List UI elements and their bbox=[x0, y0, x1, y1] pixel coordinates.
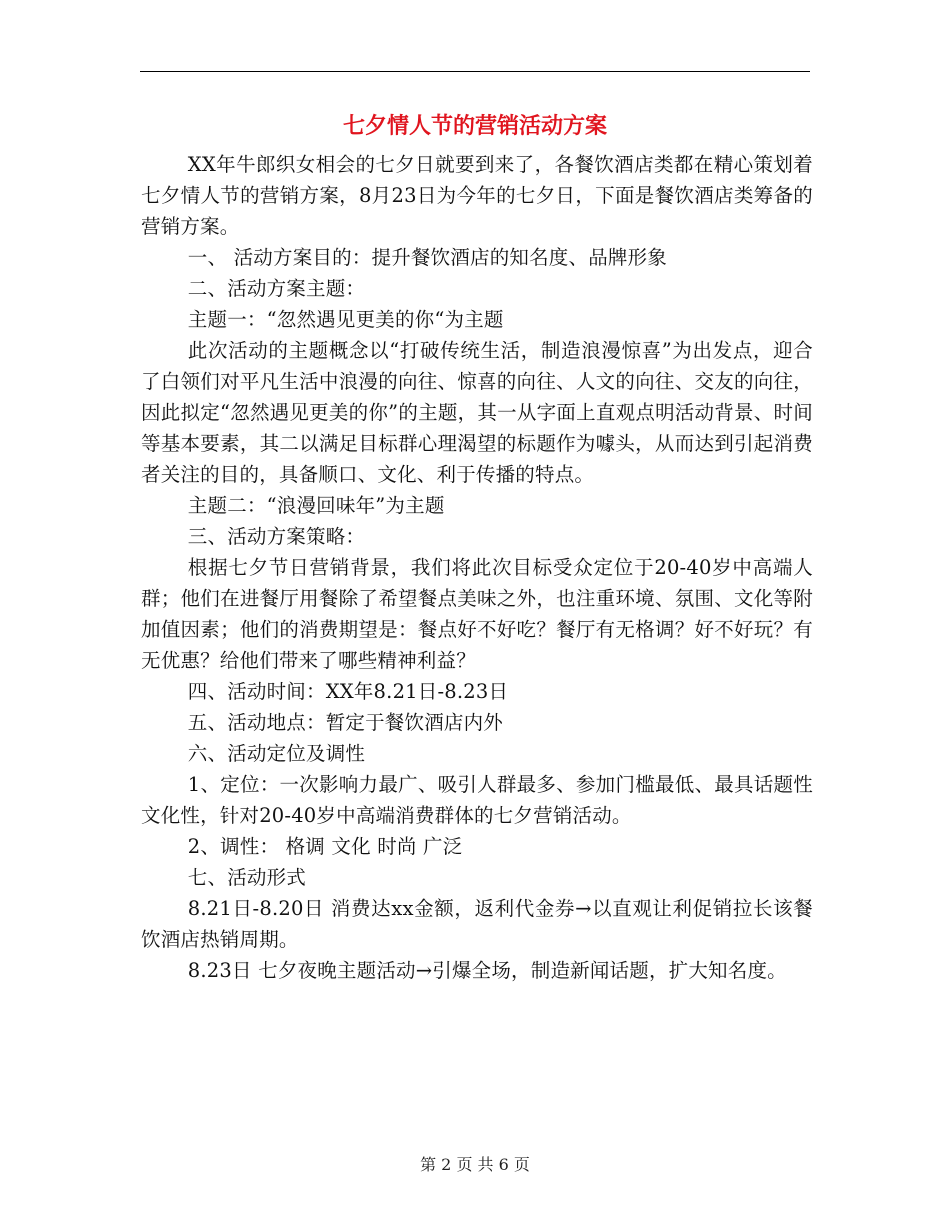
header-rule bbox=[140, 71, 810, 72]
paragraph: 主题一：“忽然遇见更美的你“为主题 bbox=[187, 308, 504, 331]
paragraph: 8.21日-8.20日 消费达xx金额，返利代金券→以直观让利促销拉长该餐饮酒店热销周期。 bbox=[141, 897, 813, 951]
paragraph: 六、活动定位及调性 bbox=[187, 742, 366, 765]
paragraph: 一、 活动方案目的：提升餐饮酒店的知名度、品牌形象 bbox=[187, 246, 667, 269]
paragraph: 根据七夕节日营销背景，我们将此次目标受众定位于20-40岁中高端人群；他们在进餐厅用餐除了希望餐点美味之外，也注重环境、氛围、文化等附加值因素；他们的消费期望是：餐点好不好吃？餐厅有无格调？好不好玩？有无优惠？给他们带来了哪些精神利益？ bbox=[141, 556, 813, 672]
paragraph: 1、定位：一次影响力最广、吸引人群最多、参加门槛最低、最具话题性文化性，针对20-40岁中高端消费群体的七夕营销活动。 bbox=[141, 773, 813, 827]
paragraph: 五、活动地点：暂定于餐饮酒店内外 bbox=[187, 711, 503, 734]
document-title: 七夕情人节的营销活动方案 bbox=[342, 113, 607, 139]
paragraph: XX年牛郎织女相会的七夕日就要到来了，各餐饮酒店类都在精心策划着七夕情人节的营销方案，8月23日为今年的七夕日，下面是餐饮酒店类筹备的营销方案。 bbox=[141, 153, 813, 238]
paragraph: 三、活动方案策略： bbox=[187, 525, 366, 548]
paragraph: 七、活动形式 bbox=[187, 866, 306, 889]
paragraph: 二、活动方案主题： bbox=[187, 277, 366, 300]
paragraph: 2、调性： 格调 文化 时尚 广泛 bbox=[187, 835, 463, 858]
paragraph: 此次活动的主题概念以“打破传统生活，制造浪漫惊喜”为出发点，迎合了白领们对平凡生活中浪漫的向往、惊喜的向往、人文的向往、交友的向往，因此拟定“忽然遇见更美的你”的主题，其一从字面上直观点明活动背景、时间等基本要素，其二以满足目标群心理渴望的标题作为噱头，从而达到引起消费者关注的目的，具备顺口、文化、利于传播的特点。 bbox=[141, 339, 813, 486]
page-number: 第 2 页 共 6 页 bbox=[420, 1155, 530, 1174]
document-body bbox=[141, 149, 813, 986]
paragraph: 8.23日 七夕夜晚主题活动→引爆全场，制造新闻话题，扩大知名度。 bbox=[187, 959, 787, 982]
paragraph: 四、活动时间：XX年8.21日-8.23日 bbox=[187, 680, 509, 703]
paragraph: 主题二：“浪漫回味年”为主题 bbox=[187, 494, 445, 517]
